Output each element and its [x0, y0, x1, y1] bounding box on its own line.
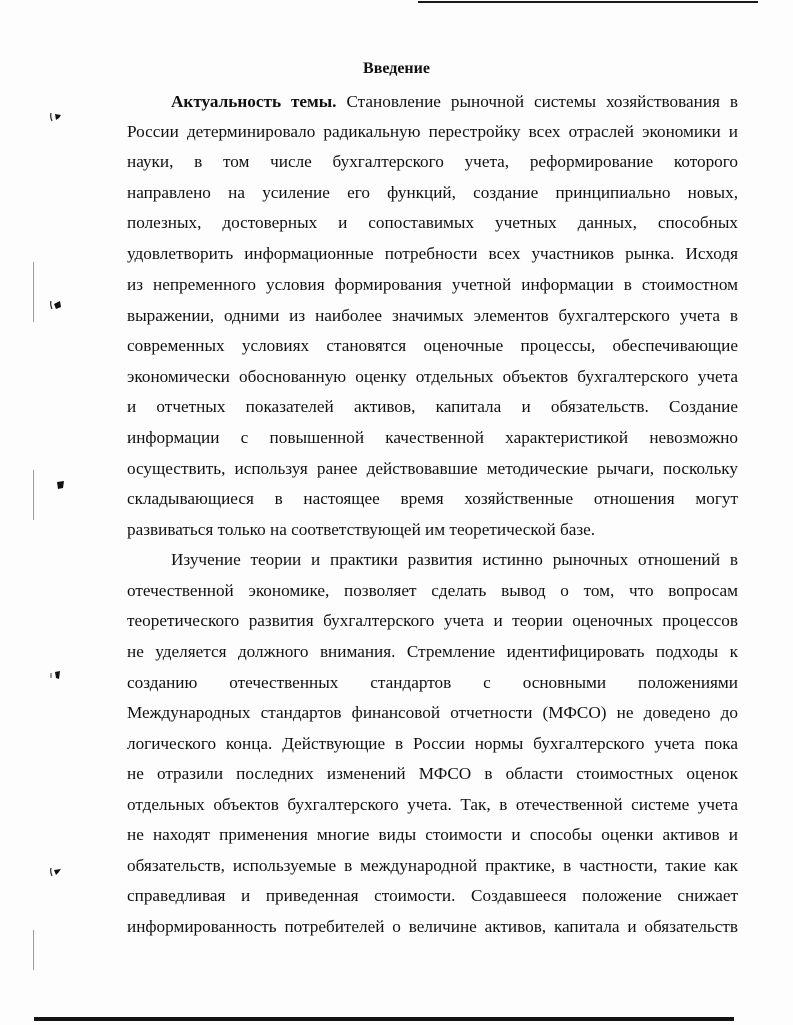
scan-margin-line	[33, 470, 34, 520]
paragraph-line: отдельных объектов бухгалтерского учета. Так, в отечественной системе учета	[127, 795, 738, 814]
binding-hole-mark	[50, 866, 62, 878]
paragraph-line: информированность потребителей о величине активов, капитала и обязательств	[127, 917, 738, 936]
paragraph-line: выражении, одними из наиболее значимых элементов бухгалтерского учета в	[127, 306, 738, 325]
paragraph-line: и отчетных показателей активов, капитала и обязательств. Создание	[127, 397, 738, 416]
paragraph-line: не уделяется должного внимания. Стремление идентифицировать подходы к	[127, 642, 738, 661]
paragraph-line: обязательств, используемые в международной практике, в частности, такие как	[127, 856, 738, 875]
page-title: Введение	[363, 60, 430, 77]
scan-margin-line	[33, 930, 34, 970]
paragraph-line: науки, в том числе бухгалтерского учета, реформирование которого	[127, 152, 738, 171]
bottom-scan-edge	[34, 1017, 734, 1021]
paragraph-line: удовлетворить информационные потребности всех участников рынка. Исходя	[127, 244, 738, 263]
binding-hole-mark	[50, 669, 62, 681]
paragraph-line: осуществить, используя ранее действовавшие методические рычаги, поскольку	[127, 459, 738, 478]
paragraph-line: складывающиеся в настоящее время хозяйственные отношения могут	[127, 489, 738, 508]
top-scan-edge	[418, 1, 758, 3]
paragraph-line: теоретического развития бухгалтерского учета и теории оценочных процессов	[127, 611, 738, 630]
paragraph-line	[171, 91, 738, 113]
paragraph-line: справедливая и приведенная стоимости. Создавшееся положение снижает	[127, 886, 738, 905]
paragraph-line: экономически обоснованную оценку отдельных объектов бухгалтерского учета	[127, 367, 738, 386]
paragraph-line: информации с повышенной качественной характеристикой невозможно	[127, 428, 738, 447]
paragraph-line: отечественной экономике, позволяет сделать вывод о том, что вопросам	[127, 581, 738, 600]
binding-hole-mark	[50, 111, 62, 123]
paragraph-line: не находят применения многие виды стоимости и способы оценки активов и	[127, 825, 738, 844]
paragraph-line: логического конца. Действующие в России нормы бухгалтерского учета пока	[127, 734, 738, 753]
scan-margin-line	[33, 262, 34, 322]
paragraph-line: Изучение теории и практики развития истинно рыночных отношений в	[171, 550, 738, 569]
paragraph-line: из непременного условия формирования учетной информации в стоимостном	[127, 275, 738, 294]
paragraph-line: Международных стандартов финансовой отчетности (МФСО) не доведено до	[127, 703, 738, 722]
binding-hole-mark	[50, 299, 62, 311]
paragraph-line: не отразили последних изменений МФСО в области стоимостных оценок	[127, 764, 738, 783]
paragraph-line: созданию отечественных стандартов с основными положениями	[127, 673, 738, 692]
lead-heading: Актуальность темы.	[171, 92, 337, 111]
paragraph-line: России детерминировало радикальную перестройку всех отраслей экономики и	[127, 122, 738, 141]
paragraph-line: современных условиях становятся оценочные процессы, обеспечивающие	[127, 336, 738, 355]
paragraph-line: развиваться только на соответствующей им теоретической базе.	[127, 520, 596, 539]
paragraph-line: направлено на усиление его функций, создание принципиально новых,	[127, 183, 738, 202]
binding-hole-mark	[54, 479, 66, 491]
paragraph-line: полезных, достоверных и сопоставимых учетных данных, способных	[127, 213, 738, 232]
paragraph-text: Становление рыночной системы хозяйствования в	[336, 92, 738, 111]
